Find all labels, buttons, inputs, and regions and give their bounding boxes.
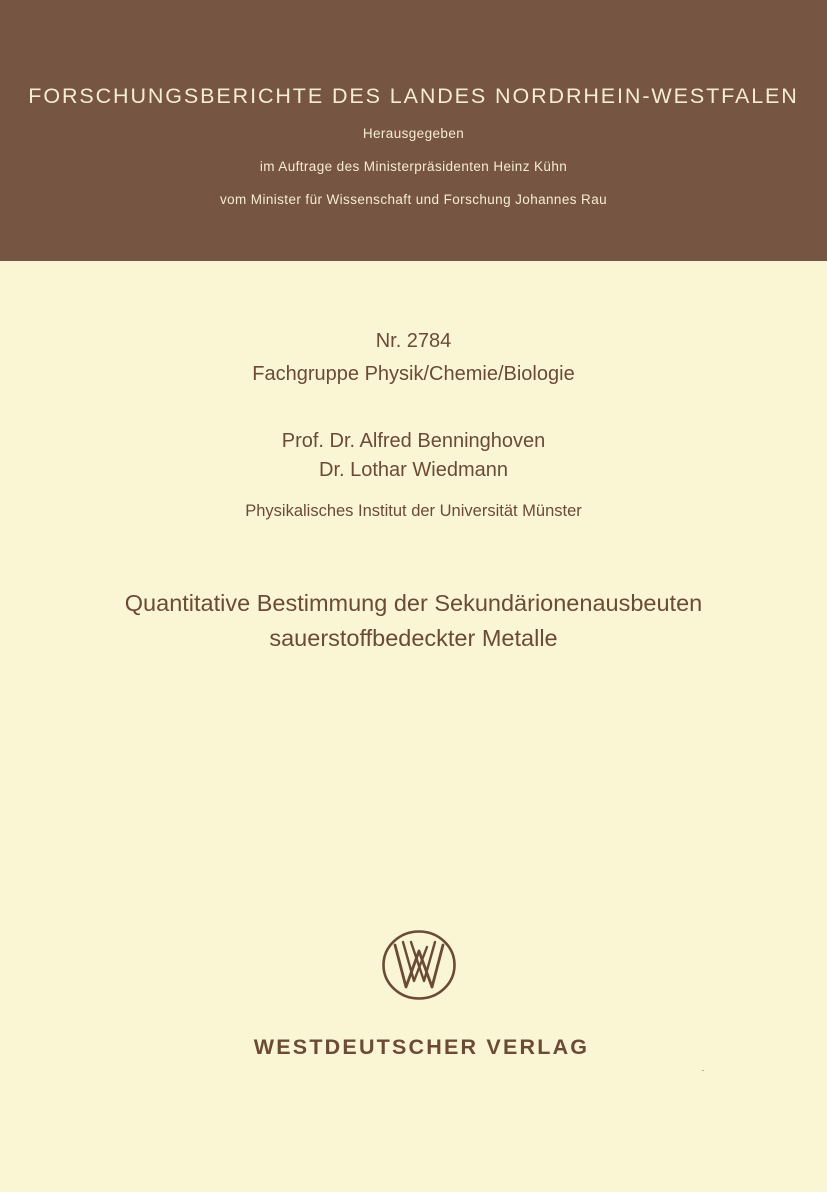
subject-group: Fachgruppe Physik/Chemie/Biologie	[252, 363, 575, 385]
commission-note: im Auftrage des Ministerpräsidenten Heinz Kühn	[259, 159, 568, 174]
series-title: FORSCHUNGSBERICHTE DES LANDES NORDRHEIN-WESTFALEN	[28, 84, 799, 108]
westdeutscher-verlag-ww-logo-icon	[381, 929, 457, 1001]
author-secondary: Dr. Lothar Wiedmann	[319, 459, 508, 481]
series-header-band	[0, 0, 827, 261]
minister-note: vom Minister für Wissenschaft und Forschung Johannes Rau	[219, 192, 608, 207]
book-title-line-2: sauerstoffbedeckter Metalle	[269, 625, 558, 651]
publisher-name: WESTDEUTSCHER VERLAG	[253, 1035, 590, 1059]
institute: Physikalisches Institut der Universität Münster	[245, 502, 582, 520]
report-number: Nr. 2784	[375, 330, 452, 352]
editor-note: Herausgegeben	[362, 126, 465, 141]
print-speck	[702, 1070, 704, 1071]
book-title-line-1: Quantitative Bestimmung der Sekundärionenausbeuten	[124, 590, 703, 616]
author-primary: Prof. Dr. Alfred Benninghoven	[281, 430, 546, 452]
